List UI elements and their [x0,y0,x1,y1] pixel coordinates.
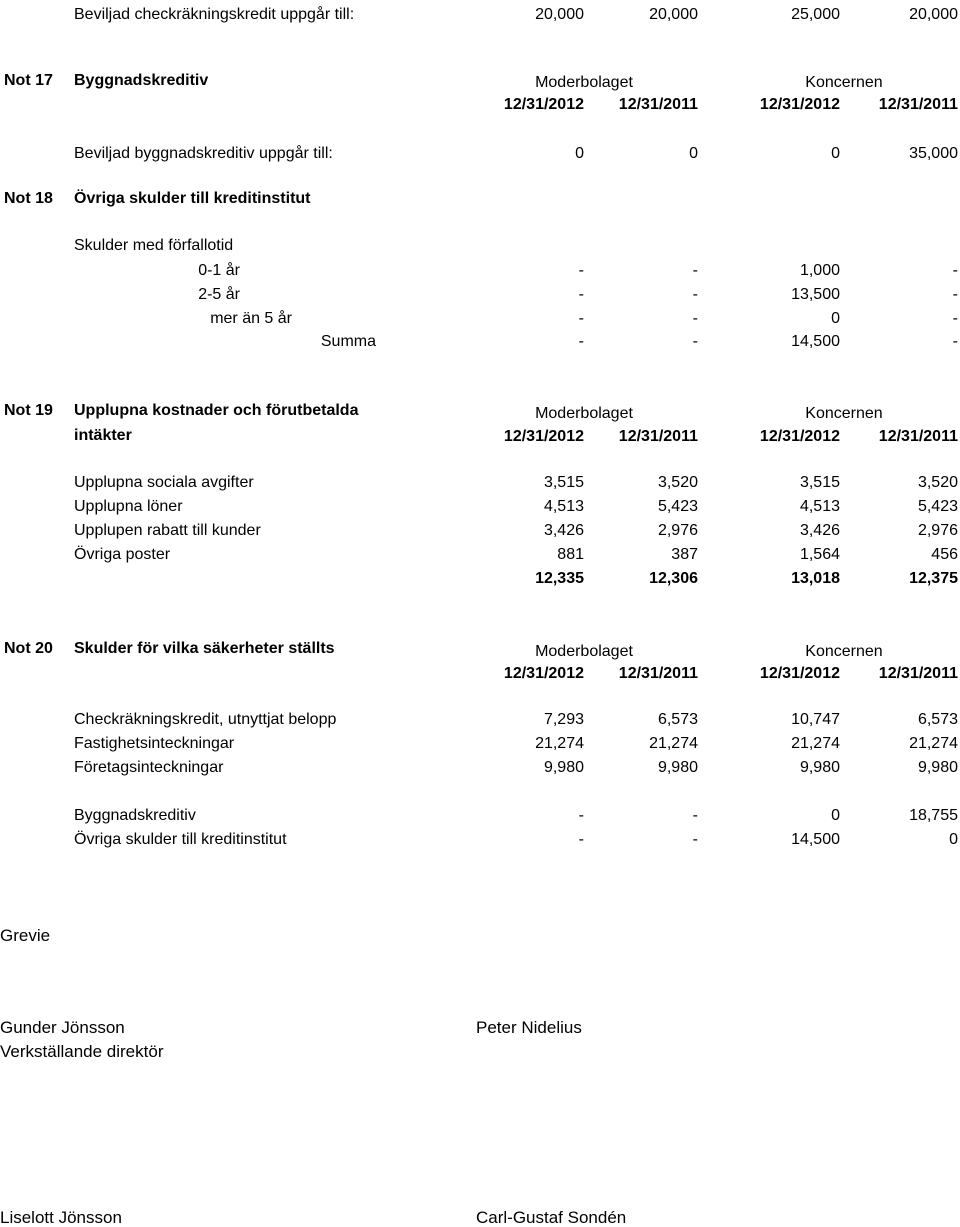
note-20-cell: 6,573 [917,711,958,728]
note-20-date-k2011: 12/31/2011 [878,665,958,682]
note-20-cell: - [578,807,584,824]
note-19-cell: 2,976 [657,522,698,539]
note-19-number: Not 19 [4,402,53,419]
note-19-date-m2012: 12/31/2012 [503,428,584,445]
note-20-row-label: Övriga skulder till kreditinstitut [74,831,287,848]
note-19-cell: 3,426 [543,522,584,539]
note-20-cell: - [578,831,584,848]
note-20-group-koncernen: Koncernen [805,643,883,660]
note-18-row-label: 0-1 år [198,262,240,279]
note-17-date-m2011: 12/31/2011 [618,96,698,113]
note-18-cell: - [952,333,958,350]
note-20-cell: 0 [831,807,840,824]
note-18-cell: 1,000 [799,262,840,279]
note-19-title-line2: intäkter [74,427,132,444]
note-19-cell: 3,515 [543,474,584,491]
note-19-group-moderbolaget: Moderbolaget [535,405,633,422]
note-20-date-k2012: 12/31/2012 [759,665,840,682]
note-19-total: 12,375 [909,570,958,587]
note-18-cell: - [578,310,584,327]
note-18-number: Not 18 [4,190,53,207]
note-17-value-k2012: 0 [831,145,840,162]
note-20-cell: - [692,831,698,848]
note-19-cell: 881 [557,546,584,563]
note-18-cell: - [692,333,698,350]
note-19-cell: 3,520 [657,474,698,491]
note-20-cell: 10,747 [791,711,840,728]
note-20-cell: 0 [949,831,958,848]
note-17-value-k2011: 35,000 [909,145,958,162]
note-19-cell: 2,976 [917,522,958,539]
note-20-cell: 18,755 [909,807,958,824]
checkkredit-label: Beviljad checkräkningskredit uppgår till: [74,6,355,23]
note-19-total: 13,018 [791,570,840,587]
note-19-cell: 1,564 [799,546,840,563]
note-19-cell: 3,520 [917,474,958,491]
note-20-cell: 21,274 [535,735,584,752]
note-18-sum-label: Summa [320,333,376,350]
note-20-cell: 9,980 [657,759,698,776]
note-17-group-moderbolaget: Moderbolaget [535,74,633,91]
note-20-date-m2011: 12/31/2011 [618,665,698,682]
note-19-cell: 4,513 [543,498,584,515]
note-20-row-label: Checkräkningskredit, utnyttjat belopp [74,711,337,728]
note-18-cell: - [952,310,958,327]
note-19-cell: 5,423 [657,498,698,515]
note-20-date-m2012: 12/31/2012 [503,665,584,682]
checkkredit-value-k2011: 20,000 [909,6,958,23]
note-19-cell: 4,513 [799,498,840,515]
note-19-date-m2011: 12/31/2011 [618,428,698,445]
note-18-row-label: mer än 5 år [210,310,292,327]
note-18-cell: 13,500 [791,286,840,303]
note-19-date-k2011: 12/31/2011 [878,428,958,445]
note-19-cell: 387 [671,546,698,563]
note-18-title: Övriga skulder till kreditinstitut [74,190,311,207]
note-20-cell: 21,274 [909,735,958,752]
signature-name-1: Gunder Jönsson [0,1018,125,1037]
note-20-group-moderbolaget: Moderbolaget [535,643,633,660]
note-20-cell: 9,980 [917,759,958,776]
note-20-row-label: Byggnadskreditiv [74,807,196,824]
note-19-row-label: Upplupna sociala avgifter [74,474,254,491]
note-18-cell: - [952,286,958,303]
note-18-cell: 0 [831,310,840,327]
note-20-number: Not 20 [4,640,53,657]
note-19-row-label: Upplupna löner [74,498,183,515]
note-18-cell: - [578,262,584,279]
note-20-row-label: Fastighetsinteckningar [74,735,235,752]
note-20-cell: 6,573 [657,711,698,728]
note-19-cell: 456 [931,546,958,563]
note-17-line-label: Beviljad byggnadskreditiv uppgår till: [74,145,333,162]
note-20-row-label: Företagsinteckningar [74,759,224,776]
note-20-cell: - [692,807,698,824]
note-18-cell: - [952,262,958,279]
note-19-date-k2012: 12/31/2012 [759,428,840,445]
signature-name-3: Liselott Jönsson [0,1208,122,1227]
note-17-value-m2011: 0 [689,145,698,162]
note-18-cell: 14,500 [791,333,840,350]
note-18-cell: - [578,286,584,303]
note-19-row-label: Upplupen rabatt till kunder [74,522,261,539]
checkkredit-value-m2012: 20,000 [535,6,584,23]
note-17-number: Not 17 [4,72,53,89]
note-19-cell: 3,515 [799,474,840,491]
note-20-cell: 14,500 [791,831,840,848]
note-19-group-koncernen: Koncernen [805,405,883,422]
note-17-value-m2012: 0 [575,145,584,162]
note-19-cell: 3,426 [799,522,840,539]
note-18-row-label: 2-5 år [198,286,240,303]
signature-name-4: Carl-Gustaf Sondén [476,1208,627,1227]
note-18-subtitle: Skulder med förfallotid [74,237,234,254]
checkkredit-value-m2011: 20,000 [649,6,698,23]
note-20-cell: 7,293 [543,711,584,728]
note-18-cell: - [692,310,698,327]
checkkredit-value-k2012: 25,000 [791,6,840,23]
note-17-title: Byggnadskreditiv [74,72,209,89]
note-19-total: 12,335 [535,570,584,587]
note-20-cell: 21,274 [649,735,698,752]
note-19-cell: 5,423 [917,498,958,515]
signature-name-2: Peter Nidelius [476,1018,582,1037]
note-18-cell: - [578,333,584,350]
note-17-date-m2012: 12/31/2012 [503,96,584,113]
note-20-cell: 21,274 [791,735,840,752]
note-19-title-line1: Upplupna kostnader och förutbetalda [74,402,359,419]
note-17-date-k2012: 12/31/2012 [759,96,840,113]
note-18-cell: - [692,286,698,303]
note-17-date-k2011: 12/31/2011 [878,96,958,113]
note-20-title: Skulder för vilka säkerheter ställts [74,640,335,657]
note-19-total: 12,306 [649,570,698,587]
note-20-cell: 9,980 [799,759,840,776]
signature-title-1: Verkställande direktör [0,1042,164,1061]
note-17-group-koncernen: Koncernen [805,74,883,91]
note-20-cell: 9,980 [543,759,584,776]
note-19-row-label: Övriga poster [74,546,171,563]
note-18-cell: - [692,262,698,279]
place-name: Grevie [0,926,51,945]
